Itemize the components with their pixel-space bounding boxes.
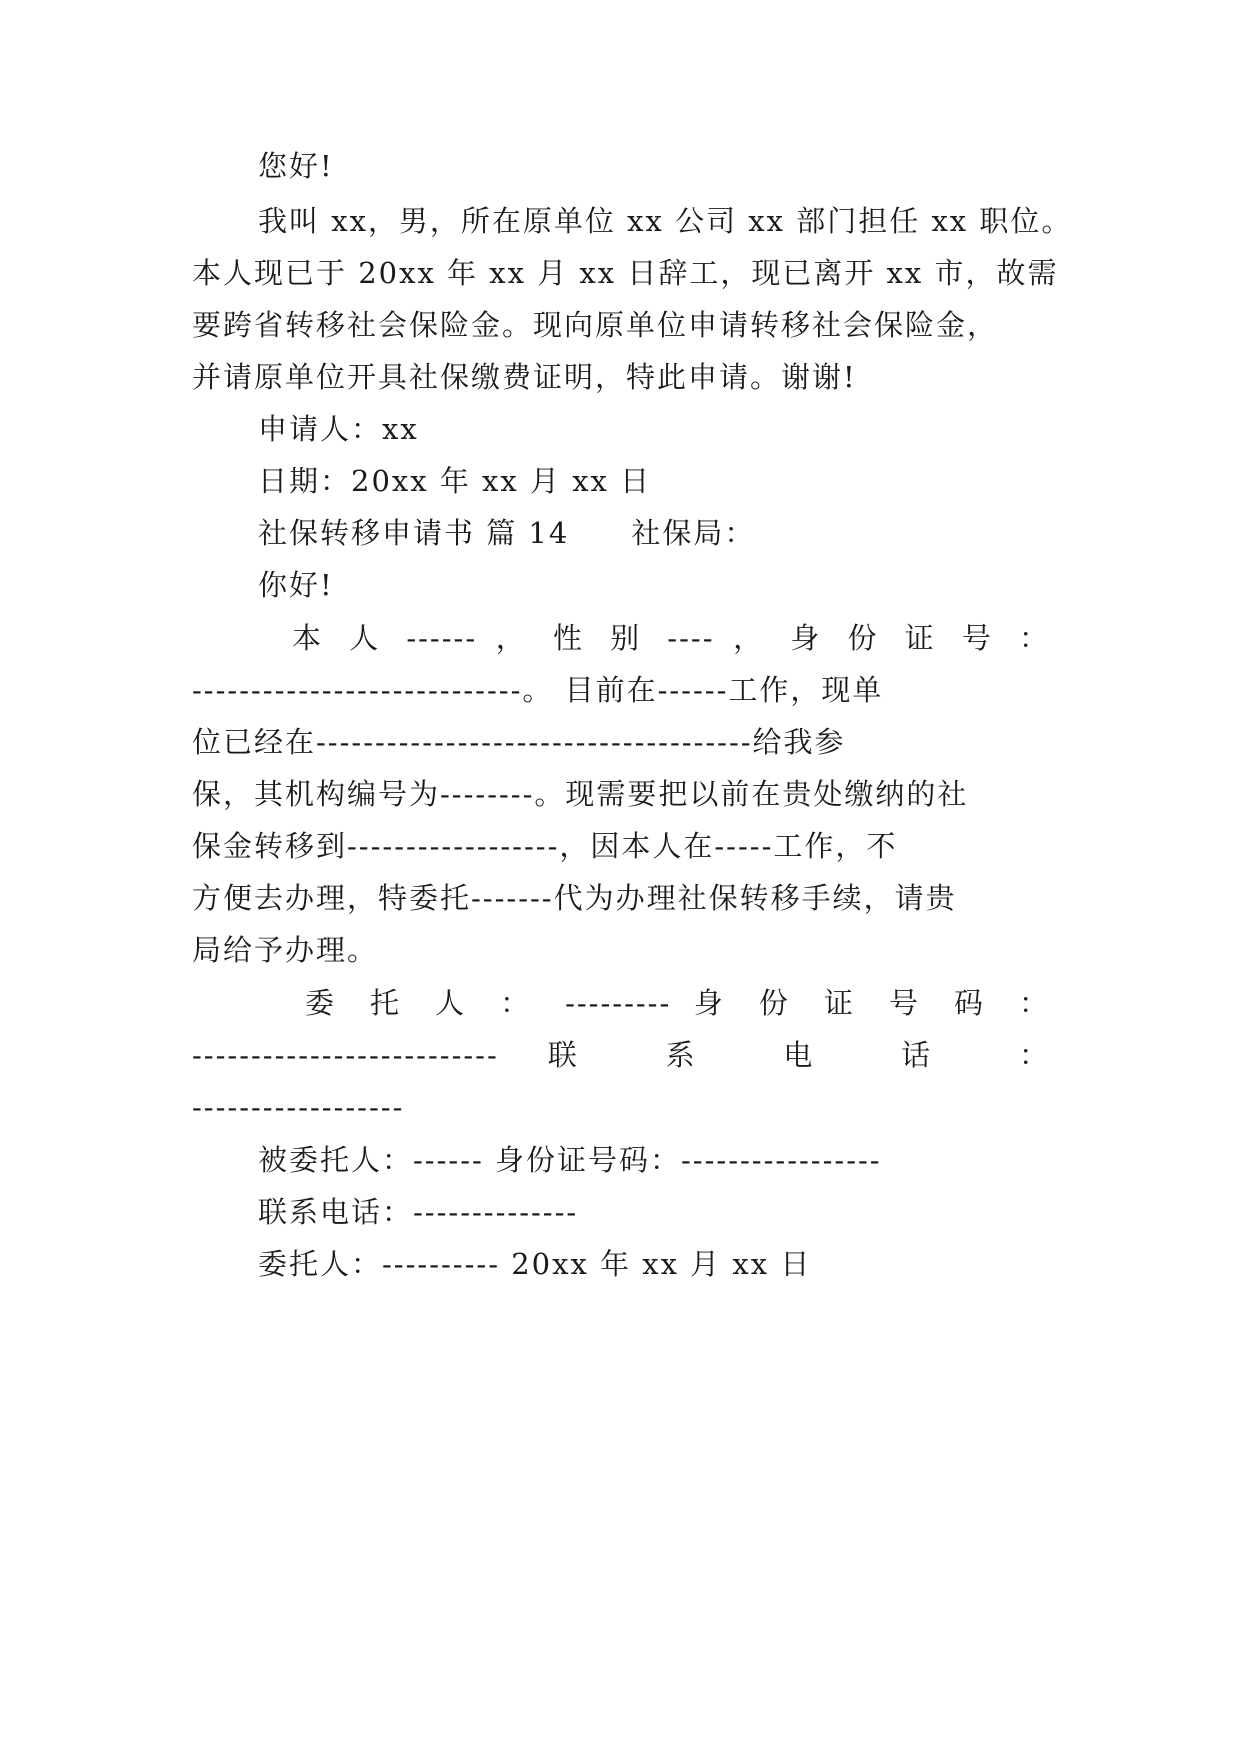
delegate-line: 被委托人：------ 身份证号码：----------------- <box>258 1143 882 1177</box>
phone-line: 联系电话：-------------- <box>258 1195 579 1229</box>
applicant-line: 申请人：xx <box>258 412 419 446</box>
paragraph-line: 我叫 xx，男，所在原单位 xx 公司 xx 部门担任 xx 职位。 <box>258 204 1073 238</box>
delegator-line: ------------------ <box>192 1090 405 1124</box>
paragraph-line: 本 人 ------ ， 性 别 ---- ， 身 份 证 号 ： <box>292 621 1050 655</box>
date-line: 日期：20xx 年 xx 月 xx 日 <box>258 464 652 498</box>
paragraph-line: 方便去办理，特委托-------代为办理社保转移手续，请贵 <box>192 881 957 915</box>
paragraph-line: 本人现已于 20xx 年 xx 月 xx 日辞工，现已离开 xx 市，故需 <box>192 256 1059 290</box>
delegator-line: 委 托 人 ： --------- 身 份 证 号 码 ： <box>305 986 1050 1020</box>
paragraph-line: 局给予办理。 <box>192 933 379 967</box>
paragraph-line: 并请原单位开具社保缴费证明，特此申请。谢谢! <box>192 360 857 394</box>
section-heading: 社保转移申请书 篇 14 社保局： <box>258 516 756 550</box>
paragraph-line: 保，其机构编号为--------。现需要把以前在贵处缴纳的社 <box>192 777 969 811</box>
paragraph-line: 位已经在-------------------------------------给我参 <box>192 725 846 759</box>
greeting-line: 你好! <box>258 568 334 602</box>
signature-date-line: 委托人：---------- 20xx 年 xx 月 xx 日 <box>258 1247 812 1281</box>
delegator-line: -------------------------- 联 系 电 话 ： <box>192 1038 1050 1072</box>
greeting-line: 您好! <box>258 149 334 183</box>
paragraph-line: 要跨省转移社会保险金。现向原单位申请转移社会保险金， <box>192 308 999 342</box>
paragraph-line: ----------------------------。 目前在------工作，现单 <box>192 673 884 707</box>
paragraph-line: 保金转移到------------------，因本人在-----工作，不 <box>192 829 898 863</box>
